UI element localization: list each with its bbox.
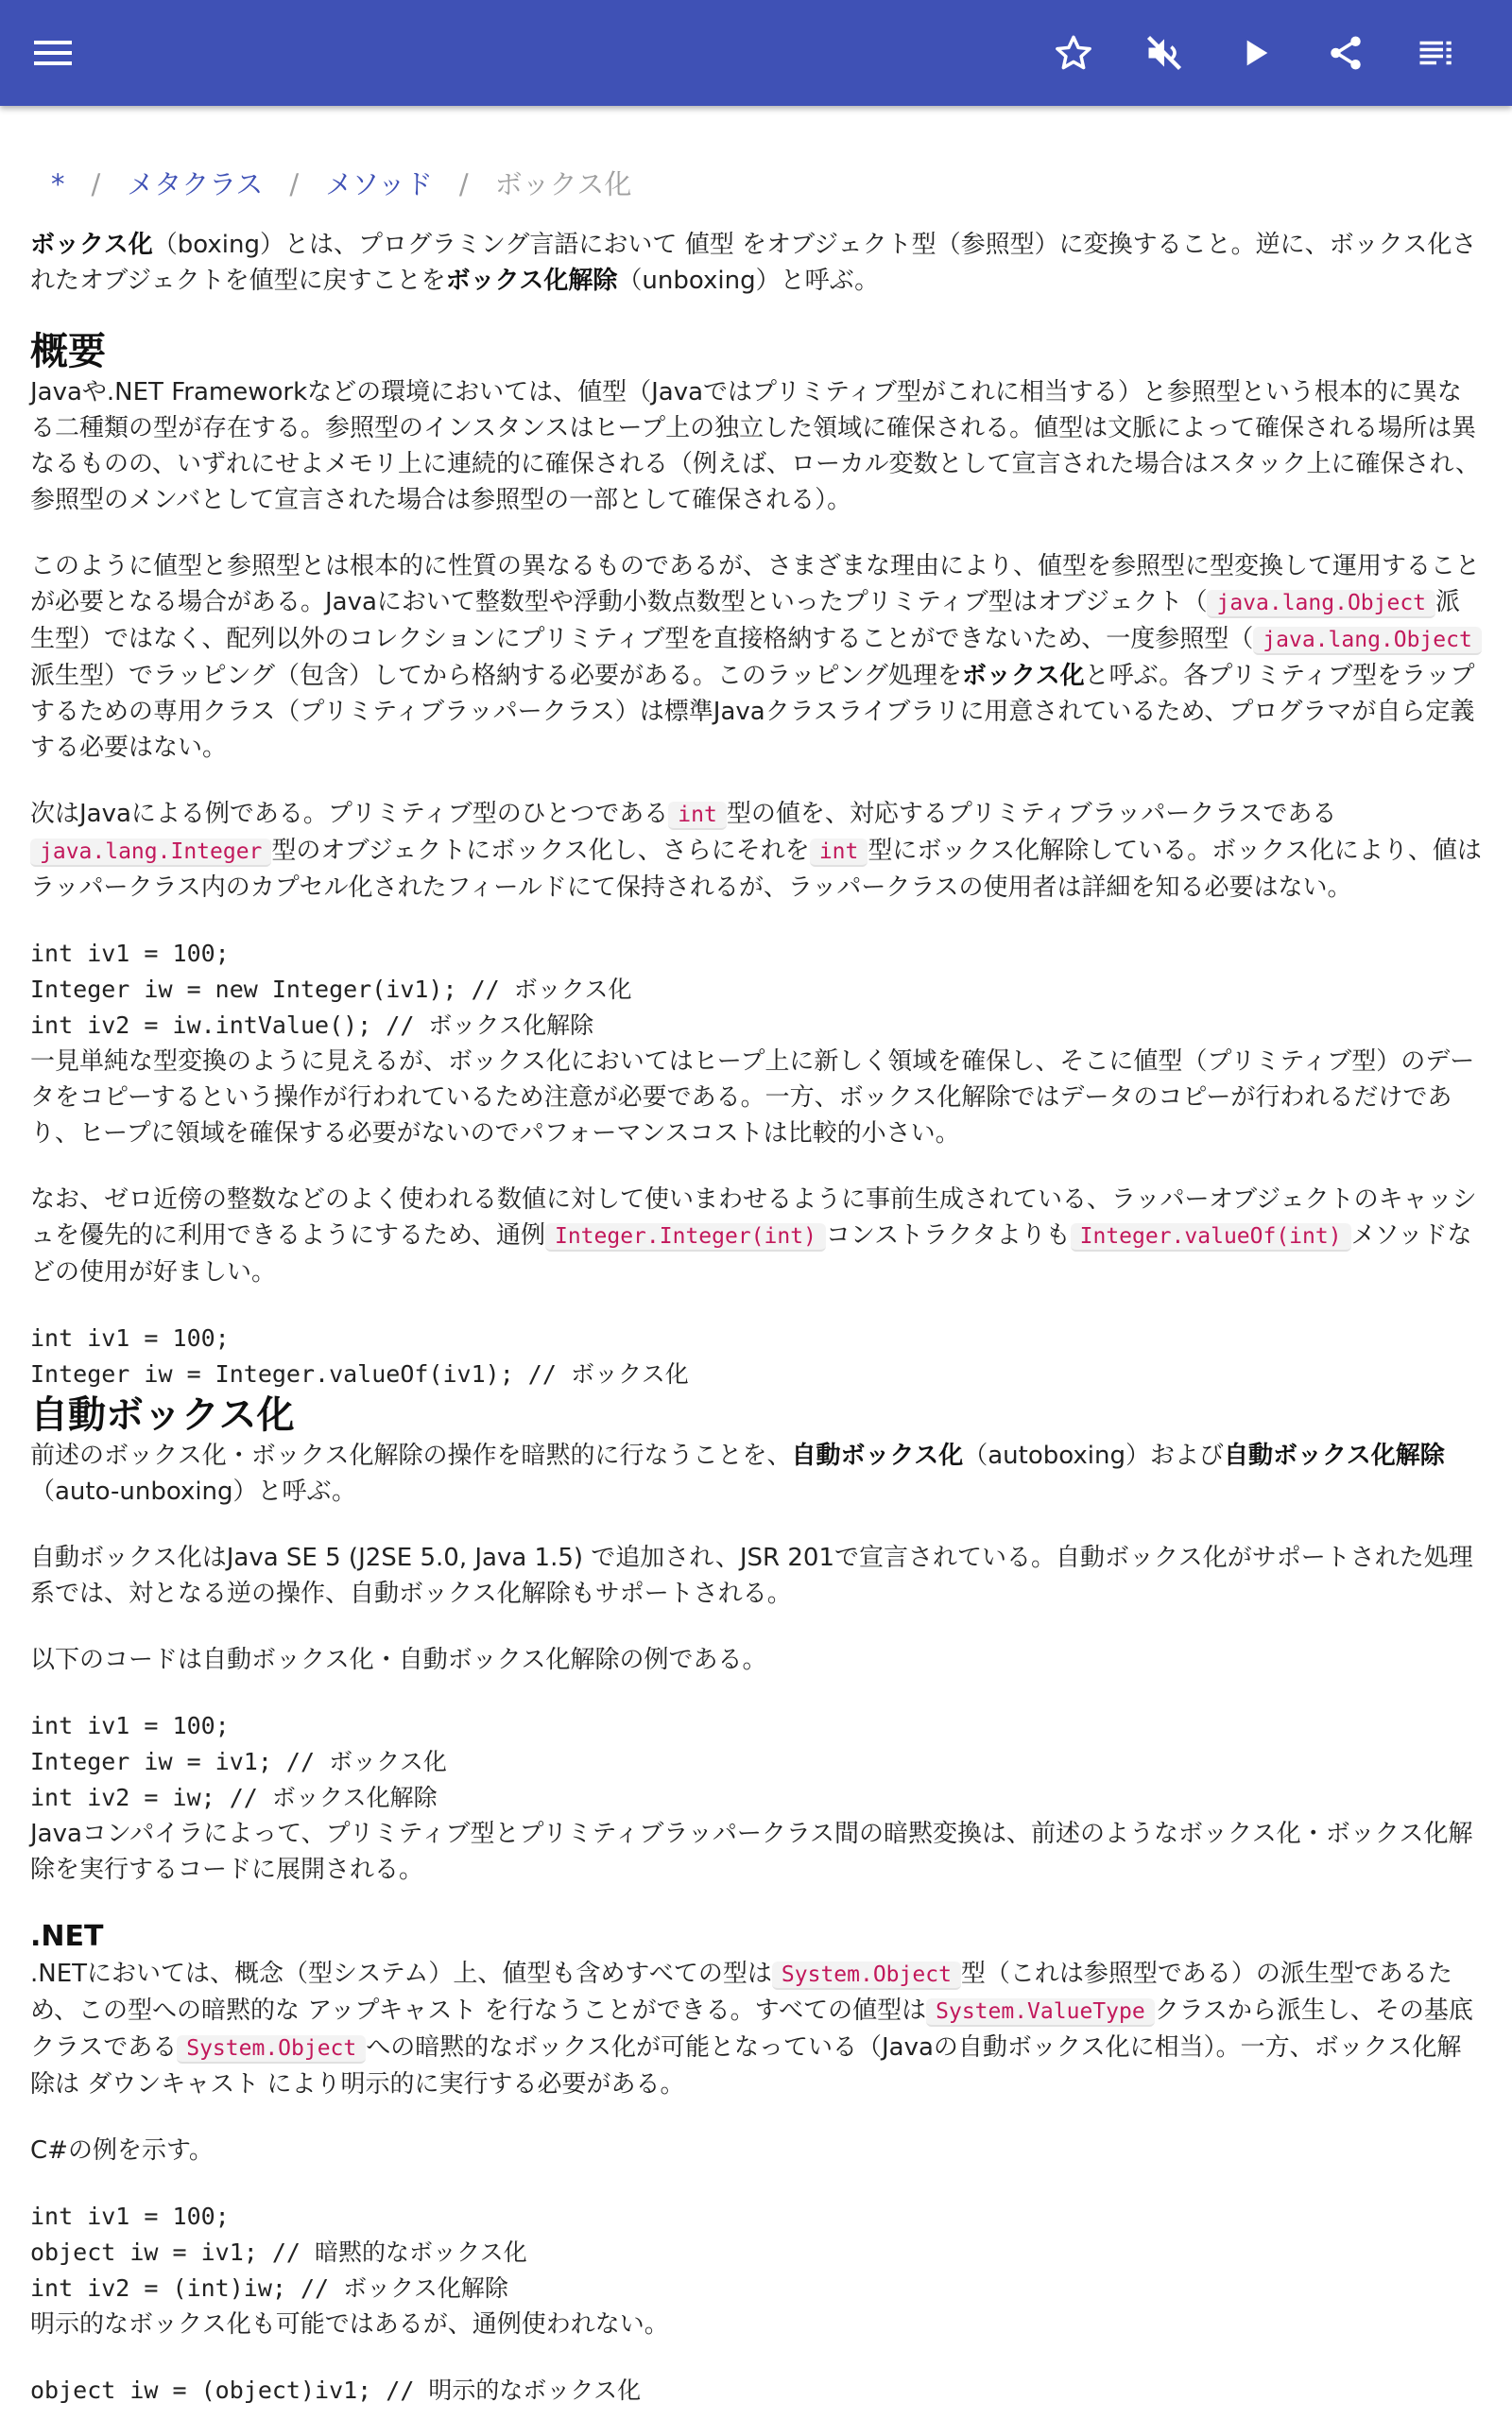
text: 派生型）ではなく、配列以外のコレクションにプリミティブ型を直接格納することができないため、一度参照型（ bbox=[30, 588, 1461, 653]
term-boxing: ボックス化 bbox=[30, 231, 153, 259]
breadcrumb bbox=[30, 142, 1484, 227]
text: .NETにおいては、概念（型システム）上、値型も含めすべての型は bbox=[30, 1960, 772, 1988]
inline-code: java.lang.Object bbox=[1253, 627, 1482, 655]
term-auto-unboxing: 自動ボックス化解除 bbox=[1223, 1442, 1445, 1470]
text: クラスから派生し、その基底クラスである bbox=[30, 1996, 1473, 2062]
term-autoboxing: 自動ボックス化 bbox=[791, 1442, 964, 1470]
text: 次はJavaによる例である。プリミティブ型のひとつである bbox=[30, 800, 669, 828]
inline-code: java.lang.Object bbox=[1207, 590, 1435, 618]
autoboxing-paragraph-1 bbox=[30, 1438, 1484, 1510]
autoboxing-paragraph-2: 自動ボックス化はJava SE 5 (J2SE 5.0, Java 1.5) で追加され、JSR 201で宣言されている。自動ボックス化がサポートされた処理系では、対となる逆の操作、自動ボックス化解除もサポートされる。 bbox=[30, 1544, 1473, 1608]
csharp-intro: C#の例を示す。 bbox=[30, 2136, 214, 2165]
intro-text: （unboxing）と呼ぶ。 bbox=[617, 267, 880, 295]
overview-paragraph-2 bbox=[30, 548, 1484, 766]
text: （autoboxing）および bbox=[963, 1442, 1224, 1470]
play-icon[interactable] bbox=[1228, 26, 1281, 79]
inline-code: int bbox=[668, 802, 727, 830]
inline-code: System.Object bbox=[177, 2035, 366, 2064]
heading-autoboxing: 自動ボックス化 bbox=[30, 1393, 295, 1437]
term-unboxing: ボックス化解除 bbox=[445, 267, 618, 295]
text: このように値型と参照型とは根本的に性質の異なるものであるが、さまざまな理由により、値型を参照型に型変換して運用することが必要となる場合がある。Javaにおいて整数型や浮動小数点数型といったプリミティブ型はオブジェクト（ bbox=[30, 552, 1481, 616]
compiler-paragraph: Javaコンパイラによって、プリミティブ型とプリミティブラッパークラス間の暗黙変換は、前述のようなボックス化・ボックス化解除を実行するコードに展開される。 bbox=[30, 1820, 1473, 1884]
hamburger-menu-icon[interactable] bbox=[26, 26, 79, 79]
inline-code: java.lang.Integer bbox=[30, 838, 271, 867]
intro-text: （boxing）とは、プログラミング言語において 値型 をオブジェクト型（参照型）に変換すること。逆に、ボックス化されたオブジェクトを値型に戻すことを bbox=[30, 231, 1477, 295]
text: 派生型）でラッピング（包含）してから格納する必要がある。このラッピング処理を bbox=[30, 662, 962, 690]
volume-off-icon[interactable] bbox=[1138, 26, 1191, 79]
text: 前述のボックス化・ボックス化解除の操作を暗黙的に行なうことを、 bbox=[30, 1442, 792, 1470]
breadcrumb-method[interactable]: メソッド bbox=[325, 168, 433, 200]
intro-paragraph bbox=[30, 227, 1484, 299]
text: への暗黙的なボックス化が可能となっている（Javaの自動ボックス化に相当）。一方、ボックス化解除は ダウンキャスト により明示的に実行する必要がある。 bbox=[30, 2033, 1462, 2099]
code-block-java-boxing: int iv1 = 100; Integer iw = new Integer(iv1); // ボックス化 int iv2 = iw.intValue(); // ボックス化解除 bbox=[30, 940, 632, 1039]
text: 型（これは参照型である）の派生型であるため、この型への暗黙的な アップキャスト を行なうことができる。すべての値型は bbox=[30, 1960, 1452, 2025]
java-example-intro bbox=[30, 796, 1484, 906]
text: メソッドなどの使用が好ましい。 bbox=[30, 1221, 1472, 1287]
heading-dotnet: .NET bbox=[30, 1920, 104, 1953]
text: 型の値を、対応するプリミティブラッパークラスである bbox=[726, 800, 1337, 828]
breadcrumb-root[interactable]: * bbox=[51, 168, 65, 200]
inline-code: System.Object bbox=[772, 1962, 961, 1990]
text: と呼ぶ。各プリミティブ型をラップするための専用クラス（プリミティブラッパークラス）は標準Javaクラスライブラリに用意されているため、プログラマが自ら定義する必要はない。 bbox=[30, 662, 1475, 762]
inline-code: int bbox=[810, 838, 868, 867]
text: なお、ゼロ近傍の整数などのよく使われる数値に対して使いまわせるように事前生成されている、ラッパーオブジェクトのキャッシュを優先的に利用できるようにするため、通例 bbox=[30, 1185, 1477, 1250]
inline-code: Integer.Integer(int) bbox=[545, 1223, 826, 1252]
breadcrumb-separator: / bbox=[289, 168, 300, 200]
breadcrumb-separator: / bbox=[458, 168, 469, 200]
valueof-paragraph bbox=[30, 1182, 1484, 1290]
app-bar bbox=[0, 0, 1512, 106]
code-block-csharp-explicit: object iw = (object)iv1; // 明示的なボックス化 bbox=[30, 2377, 642, 2404]
overview-paragraph-1: Javaや.NET Frameworkなどの環境においては、値型（Javaではプリミティブ型がこれに相当する）と参照型という根本的に異なる二種類の型が存在する。参照型のインスタンスはヒープ上の独立した領域に確保される。値型は文脈によって確保される場所は異なるものの、いずれにせよメモリ上に連続的に確保される（例えば、ローカル変数として宣言された場合はスタック上に確保され、参照型のメンバとして宣言された場合は参照型の一部として確保される）。 bbox=[30, 378, 1481, 514]
inline-code: System.ValueType bbox=[926, 1998, 1155, 2027]
autoboxing-paragraph-3: 以下のコードは自動ボックス化・自動ボックス化解除の例である。 bbox=[30, 1646, 767, 1674]
breadcrumb-current: ボックス化 bbox=[494, 168, 632, 200]
term-boxing: ボックス化 bbox=[961, 662, 1085, 690]
share-icon[interactable] bbox=[1319, 26, 1372, 79]
dotnet-paragraph bbox=[30, 1956, 1484, 2102]
explicit-boxing-paragraph: 明示的なボックス化も可能ではあるが、通例使われない。 bbox=[30, 2310, 669, 2339]
boxing-cost-paragraph: 一見単純な型変換のように見えるが、ボックス化においてはヒープ上に新しく領域を確保し、そこに値型（プリミティブ型）のデータをコピーするという操作が行われているため注意が必要である。一方、ボックス化解除ではデータのコピーが行われるだけであり、ヒープに領域を確保する必要がないのでパフォーマンスコストは比較的小さい。 bbox=[30, 1047, 1475, 1148]
code-block-java-autoboxing: int iv1 = 100; Integer iw = iv1; // ボックス化 int iv2 = iw; // ボックス化解除 bbox=[30, 1712, 447, 1811]
breadcrumb-metaclass[interactable]: メタクラス bbox=[127, 168, 264, 200]
playlist-icon[interactable] bbox=[1410, 26, 1463, 79]
text: 型にボックス化解除している。ボックス化により、値はラッパークラス内のカプセル化されたフィールドにて保持されるが、ラッパークラスの使用者は詳細を知る必要はない。 bbox=[30, 837, 1482, 902]
code-block-java-valueof: int iv1 = 100; Integer iw = Integer.valueOf(iv1); // ボックス化 bbox=[30, 1324, 689, 1388]
text: （auto-unboxing）と呼ぶ。 bbox=[30, 1478, 357, 1506]
inline-code: Integer.valueOf(int) bbox=[1071, 1223, 1351, 1252]
text: コンストラクタよりも bbox=[825, 1221, 1071, 1250]
article-content bbox=[30, 142, 1484, 2409]
heading-overview: 概要 bbox=[30, 330, 106, 373]
text: 型のオブジェクトにボックス化し、さらにそれを bbox=[271, 837, 810, 865]
code-block-csharp: int iv1 = 100; object iw = iv1; // 暗黙的なボックス化 int iv2 = (int)iw; // ボックス化解除 bbox=[30, 2203, 527, 2302]
star-icon[interactable] bbox=[1047, 26, 1100, 79]
breadcrumb-separator: / bbox=[91, 168, 101, 200]
